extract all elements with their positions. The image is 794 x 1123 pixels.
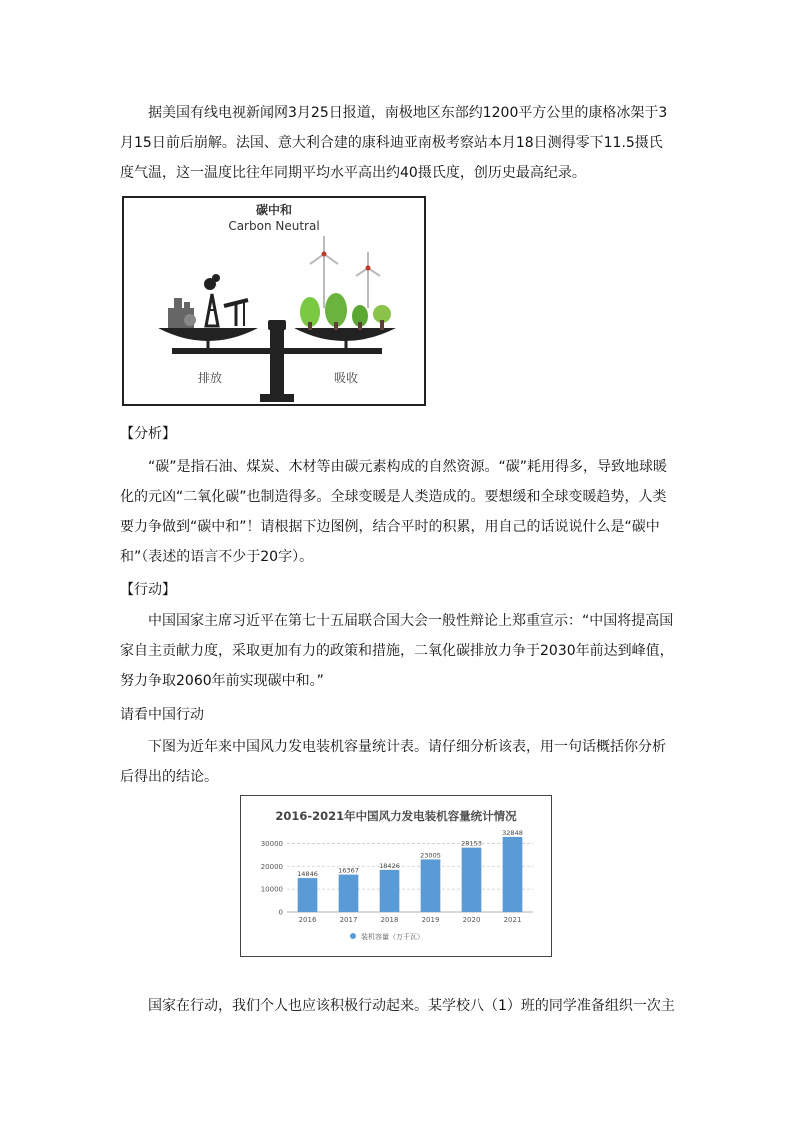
- legend-marker: [350, 933, 356, 939]
- balance-illustration: [124, 198, 424, 404]
- oil-drop-icon: [184, 314, 196, 326]
- closing-paragraph: 国家在行动，我们个人也应该积极行动起来。某学校八（1）班的同学准备组织一次主: [148, 998, 675, 1014]
- x-tick-label: 2017: [339, 916, 358, 924]
- carbon-neutral-figure: [122, 196, 426, 406]
- legend-label: 装机容量（万千瓦）: [361, 933, 424, 941]
- china-action-line: 请看中国行动: [120, 707, 204, 723]
- chart-svg: [241, 796, 551, 956]
- tree-icon: [373, 305, 391, 330]
- data-label: 23005: [420, 851, 441, 860]
- x-tick-label: 2021: [503, 916, 522, 924]
- bar: [298, 878, 318, 912]
- analysis-heading: 【分析】: [120, 426, 176, 442]
- bar: [339, 875, 359, 912]
- balance-base: [260, 394, 294, 402]
- wind-capacity-chart: [240, 795, 552, 957]
- chart-legend: [350, 932, 424, 941]
- figure-title-cn: 碳中和: [255, 203, 293, 217]
- x-tick-label: 2020: [462, 916, 481, 924]
- bar: [503, 837, 523, 912]
- y-tick-label: 30000: [260, 839, 283, 848]
- wind-turbine-icon: [356, 252, 380, 308]
- balance-stand: [270, 326, 284, 400]
- data-label: 18426: [379, 861, 400, 870]
- analysis-paragraph: “碳”是指石油、煤炭、木材等由碳元素构成的自然资源。“碳”耗用得多，导致地球暖化的元凶“二氧化碳”也制造得多。全球变暖是人类造成的。要想缓和全球变暖趋势，人类要力争做到“碳中和”！请根据下边图例，结合平时的积累，用自己的话说说什么是“碳中和”（表述的语言不少于20字）。: [120, 459, 668, 565]
- tree-icon: [325, 293, 347, 330]
- y-tick-label: 10000: [260, 885, 283, 894]
- x-tick-label: 2018: [380, 916, 399, 924]
- chart-instruction-paragraph: 下图为近年来中国风力发电装机容量统计表。请仔细分析该表，用一句话概括你分析后得出的结论。: [120, 739, 666, 785]
- balance-pivot: [268, 320, 286, 330]
- figure-title-en: Carbon Neutral: [228, 219, 320, 233]
- oil-derrick-icon: [204, 274, 220, 326]
- bar: [380, 870, 400, 912]
- absorption-label: 吸收: [333, 371, 359, 385]
- bar: [462, 848, 482, 912]
- chart-title: 2016-2021年中国风力发电装机容量统计情况: [275, 809, 517, 823]
- y-tick-label: 0: [278, 908, 283, 917]
- data-label: 28153: [461, 839, 482, 848]
- action-heading: 【行动】: [120, 582, 176, 598]
- speech-paragraph: 中国国家主席习近平在第七十五届联合国大会一般性辩论上郑重宣示：“中国将提高国家自主贡献力度，采取更加有力的政策和措施，二氧化碳排放力争于2030年前达到峰值，努力争取2060年前实现碳中和。”: [120, 613, 674, 689]
- y-tick-label: 20000: [260, 862, 283, 871]
- tree-icon: [352, 305, 368, 330]
- emission-label: 排放: [197, 371, 223, 385]
- news-paragraph: 据美国有线电视新闻网3月25日报道，南极地区东部约1200平方公里的康格冰架于3月15日前后崩解。法国、意大利合建的康科迪亚南极考察站本月18日测得零下11.5摄氏度气温，这一温度比往年同期平均水平高出约40摄氏度，创历史最高纪录。: [120, 105, 668, 181]
- data-label: 32848: [502, 828, 523, 837]
- bar: [421, 859, 441, 912]
- data-label: 16367: [338, 866, 359, 875]
- x-tick-label: 2016: [298, 916, 317, 924]
- x-tick-label: 2019: [421, 916, 440, 924]
- data-label: 14846: [297, 870, 318, 879]
- pumpjack-icon: [224, 300, 248, 326]
- tree-icon: [300, 297, 320, 330]
